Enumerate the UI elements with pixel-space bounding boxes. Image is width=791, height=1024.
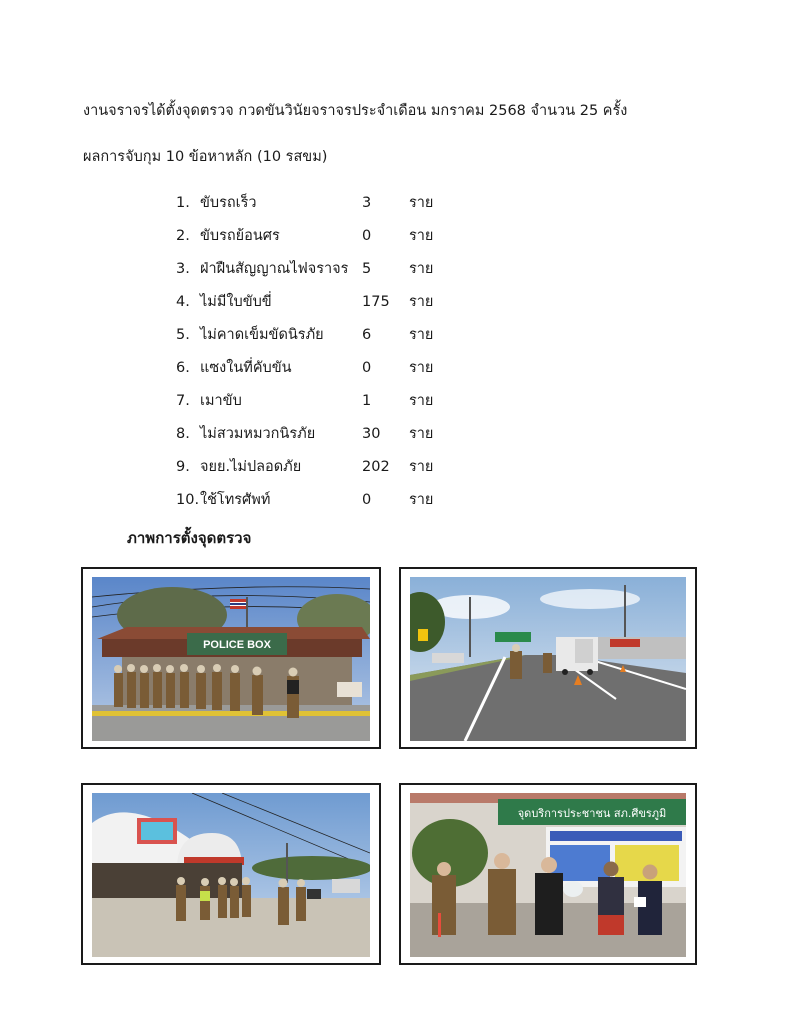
intro-line: งานจราจรได้ตั้งจุดตรวจ กวดขันวินัยจราจรประจำเดือน มกราคม 2568 จำนวน 25 ครั้ง [83, 103, 628, 119]
list-item [176, 252, 449, 285]
item-number: 10. [176, 491, 200, 508]
item-count: 1 [362, 392, 372, 409]
item-number: 7. [176, 392, 190, 409]
item-number: 8. [176, 425, 190, 442]
item-number: 3. [176, 260, 190, 277]
service-point-banner: จุดบริการประชาชน สภ.ศีขรภูมิ [517, 807, 667, 820]
item-number: 1. [176, 194, 190, 211]
list-item [176, 483, 449, 516]
photo-frame-2 [399, 567, 697, 749]
item-unit: ราย [409, 261, 434, 277]
item-label: ฝ่าฝืนสัญญาณไฟจราจร [200, 261, 349, 277]
item-count: 5 [362, 260, 372, 277]
item-unit: ราย [409, 459, 434, 475]
photos-heading: ภาพการตั้งจุดตรวจ [127, 529, 252, 547]
checkpoint-photo-road [410, 577, 686, 741]
list-item [176, 186, 449, 219]
item-count: 30 [362, 425, 381, 442]
checkpoint-photo-tent [92, 793, 370, 957]
item-unit: ราย [409, 228, 434, 244]
item-number: 9. [176, 458, 190, 475]
item-unit: ราย [409, 492, 434, 508]
checkpoint-photo-police-box [92, 577, 370, 741]
item-label: ขับรถย้อนศร [200, 228, 280, 244]
item-count: 175 [362, 293, 390, 310]
item-unit: ราย [409, 195, 434, 211]
offense-list [176, 186, 449, 516]
item-number: 6. [176, 359, 190, 376]
list-item [176, 417, 449, 450]
photo-frame-3 [81, 783, 381, 965]
list-item [176, 285, 449, 318]
photo-frame-4 [399, 783, 697, 965]
item-count: 6 [362, 326, 372, 343]
item-unit: ราย [409, 393, 434, 409]
item-unit: ราย [409, 327, 434, 343]
list-item [176, 384, 449, 417]
item-count: 202 [362, 458, 390, 475]
results-heading: ผลการจับกุม 10 ข้อหาหลัก (10 รสขม) [83, 149, 328, 165]
item-number: 4. [176, 293, 190, 310]
item-count: 0 [362, 227, 372, 244]
item-label: ใช้โทรศัพท์ [200, 492, 271, 508]
list-item [176, 219, 449, 252]
item-label: เมาขับ [200, 393, 242, 409]
checkpoint-photo-service-point [410, 793, 686, 957]
item-number: 2. [176, 227, 190, 244]
item-label: ไม่สวมหมวกนิรภัย [200, 426, 316, 442]
item-label: ไม่มีใบขับขี่ [200, 294, 272, 310]
item-count: 0 [362, 491, 372, 508]
item-label: แซงในที่คับขัน [200, 360, 292, 376]
item-count: 3 [362, 194, 372, 211]
list-item [176, 318, 449, 351]
list-item [176, 450, 449, 483]
item-label: ไม่คาดเข็มขัดนิรภัย [200, 327, 324, 343]
item-label: จยย.ไม่ปลอดภัย [200, 459, 302, 475]
item-label: ขับรถเร็ว [200, 195, 257, 211]
item-unit: ราย [409, 426, 434, 442]
police-box-sign: POLICE BOX [203, 639, 271, 651]
item-count: 0 [362, 359, 372, 376]
item-number: 5. [176, 326, 190, 343]
list-item [176, 351, 449, 384]
item-unit: ราย [409, 360, 434, 376]
photo-frame-1 [81, 567, 381, 749]
item-unit: ราย [409, 294, 434, 310]
